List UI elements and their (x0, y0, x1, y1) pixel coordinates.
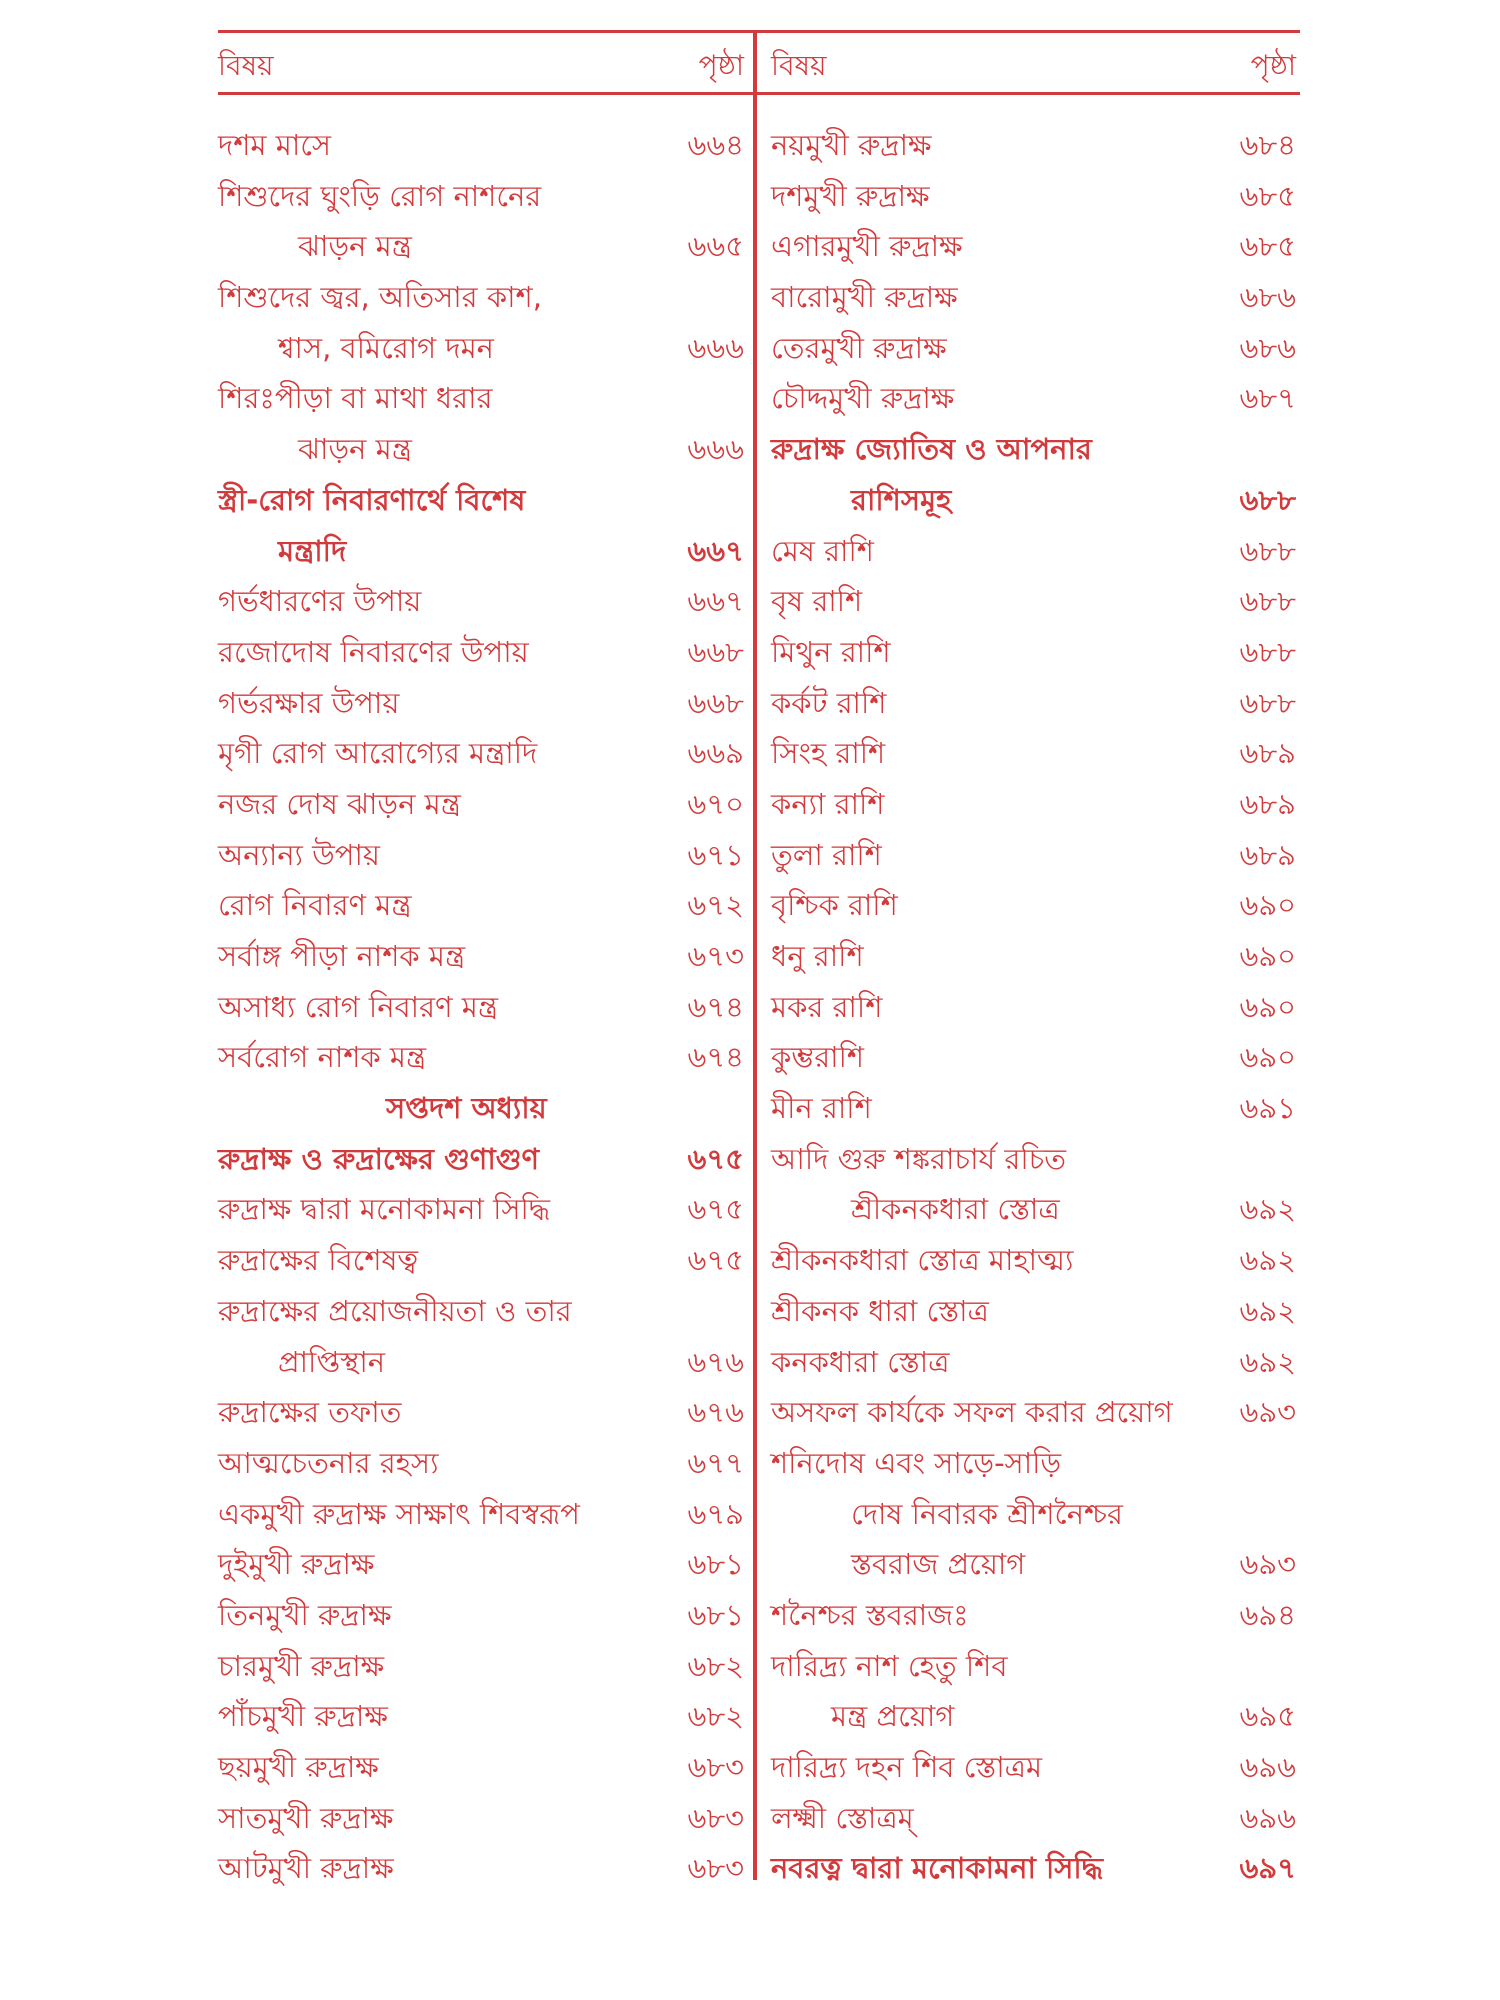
entry-title: সর্বাঙ্গ পীড়া নাশক মন্ত্র (218, 939, 466, 973)
entry-title: বৃশ্চিক রাশি (771, 888, 898, 923)
right-column-header (771, 44, 1300, 84)
entry-title: প্রাপ্তিস্থান (278, 1344, 386, 1379)
entry-page-number: ৬৮৪ (1239, 128, 1296, 162)
entry-title: কর্কট রাশি (771, 685, 887, 720)
entry-page-number: ৬৮২ (687, 1699, 744, 1734)
column-divider (753, 30, 757, 1880)
toc-entry (218, 931, 748, 982)
entry-page-number: ৬৭৭ (687, 1445, 744, 1480)
toc-entry (218, 1793, 748, 1844)
toc-entry (771, 171, 1300, 222)
entry-page-number: ৬৮২ (687, 1648, 744, 1683)
entry-page-number: ৬৯১ (1239, 1091, 1296, 1126)
toc-entry (218, 1083, 748, 1134)
entry-page-number: ৬৮৫ (1239, 178, 1296, 213)
toc-entry (218, 1286, 748, 1337)
toc-entry (771, 678, 1300, 729)
entry-title: চারমুখী রুদ্রাক্ষ (218, 1648, 385, 1683)
toc-entry (218, 120, 748, 171)
entry-page-number: ৬৯২ (1239, 1192, 1296, 1227)
entry-page-number: ৬৮৮ (1239, 584, 1296, 619)
entry-title: আদি গুরু শঙ্করাচার্য রচিত (771, 1141, 1067, 1176)
toc-entry (771, 475, 1300, 526)
entry-page-number: ৬৮৯ (1239, 837, 1296, 872)
toc-entry (771, 1843, 1300, 1894)
entry-page-number: ৬৮৫ (1239, 229, 1296, 264)
toc-entry (771, 1489, 1300, 1540)
left-entries (218, 120, 748, 1894)
entry-title: শ্রীকনকধারা স্তোত্র মাহাত্ম্য (771, 1243, 1074, 1278)
entry-title: ঝাড়ন মন্ত্র (298, 229, 412, 264)
toc-entry (218, 1032, 748, 1083)
entry-page-number: ৬৮৩ (687, 1800, 744, 1835)
toc-entry (771, 1641, 1300, 1692)
toc-entry (771, 323, 1300, 374)
toc-entry (771, 1083, 1300, 1134)
entry-page-number: ৬৬৮ (687, 685, 744, 720)
toc-entry (218, 576, 748, 627)
entry-title: সিংহ রাশি (771, 736, 886, 771)
entry-title: আটমুখী রুদ্রাক্ষ (218, 1851, 394, 1886)
toc-entry (218, 171, 748, 222)
entry-title: ছয়মুখী রুদ্রাক্ষ (218, 1750, 379, 1784)
toc-entry (771, 627, 1300, 678)
toc-entry (771, 830, 1300, 881)
entry-title: মীন রাশি (771, 1091, 872, 1126)
entry-title: রুদ্রাক্ষের তফাত (218, 1395, 402, 1430)
entry-page-number: ৬৮৩ (687, 1750, 744, 1784)
entry-title: স্তবরাজ প্রয়োগ (851, 1547, 1026, 1582)
entry-title: নয়মুখী রুদ্রাক্ষ (771, 128, 932, 162)
toc-page (218, 30, 1300, 1900)
toc-entry (218, 1590, 748, 1641)
header-rule (218, 92, 1300, 95)
entry-title: মেষ রাশি (771, 533, 874, 568)
entry-page-number: ৬৯২ (1239, 1344, 1296, 1379)
entry-title: শ্বাস, বমিরোগ দমন (278, 330, 494, 365)
toc-entry (218, 779, 748, 830)
entry-title: অসাধ্য রোগ নিবারণ মন্ত্র (218, 989, 499, 1024)
entry-page-number: ৬৬৯ (687, 736, 744, 771)
toc-entry (218, 1539, 748, 1590)
entry-title: এগারমুখী রুদ্রাক্ষ (771, 229, 963, 264)
toc-entry (771, 424, 1300, 475)
toc-entry (218, 424, 748, 475)
entry-title: রাশিসমূহ (851, 482, 952, 517)
entry-title: নবরত্ন দ্বারা মনোকামনা সিদ্ধি (771, 1851, 1103, 1886)
entry-page-number: ৬৯৪ (1239, 1597, 1296, 1632)
entry-title: অন্যান্য উপায় (218, 837, 380, 872)
subject-heading: বিষয় (771, 49, 827, 82)
entry-page-number: ৬৮৬ (1239, 330, 1296, 365)
toc-entry (771, 373, 1300, 424)
toc-entry (771, 1590, 1300, 1641)
entry-title: তুলা রাশি (771, 837, 882, 872)
entry-page-number: ৬৭৯ (687, 1496, 744, 1531)
entry-page-number: ৬৮৮ (1239, 685, 1296, 720)
entry-page-number: ৬৭৬ (687, 1344, 744, 1379)
entry-title: কন্যা রাশি (771, 786, 885, 821)
toc-entry (218, 475, 748, 526)
entry-title: নজর দোষ ঝাড়ন মন্ত্র (218, 786, 461, 821)
entry-page-number: ৬৮৯ (1239, 736, 1296, 771)
toc-entry (218, 272, 748, 323)
entry-page-number: ৬৮১ (687, 1547, 744, 1582)
toc-entry (218, 373, 748, 424)
toc-entry (218, 982, 748, 1033)
entry-title: অসফল কার্যকে সফল করার প্রয়োগ (771, 1395, 1173, 1430)
entry-title: মিথুন রাশি (771, 634, 891, 669)
toc-entry (771, 1539, 1300, 1590)
entry-page-number: ৬৭১ (687, 837, 744, 872)
entry-title: পাঁচমুখী রুদ্রাক্ষ (218, 1699, 388, 1734)
entry-title: রোগ নিবারণ মন্ত্র (218, 888, 412, 923)
entry-title: মকর রাশি (771, 989, 883, 1024)
toc-entry (771, 880, 1300, 931)
entry-title: তেরমুখী রুদ্রাক্ষ (771, 330, 947, 365)
entry-title: চৌদ্দমুখী রুদ্রাক্ষ (771, 381, 955, 416)
toc-entry (771, 576, 1300, 627)
entry-page-number: ৬৯০ (1239, 1040, 1296, 1075)
toc-entry (218, 1235, 748, 1286)
entry-title: কুম্ভরাশি (771, 1040, 865, 1075)
entry-page-number: ৬৮৭ (1239, 381, 1296, 416)
entry-page-number: ৬৭৫ (687, 1141, 744, 1176)
entry-page-number: ৬৮১ (687, 1597, 744, 1632)
toc-entry (218, 830, 748, 881)
toc-entry (218, 1489, 748, 1540)
entry-page-number: ৬৯৩ (1239, 1547, 1296, 1582)
entry-title: দশমুখী রুদ্রাক্ষ (771, 178, 930, 213)
entry-title: রুদ্রাক্ষ জ্যোতিষ ও আপনার (771, 432, 1092, 467)
toc-entry (771, 1184, 1300, 1235)
toc-entry (771, 526, 1300, 577)
entry-title: শনৈশ্চর স্তবরাজঃ (771, 1597, 969, 1632)
toc-entry (771, 221, 1300, 272)
top-rule (218, 30, 1300, 33)
toc-entry (218, 1387, 748, 1438)
entry-page-number: ৬৮৮ (1239, 533, 1296, 568)
toc-entry (218, 526, 748, 577)
toc-entry (218, 1438, 748, 1489)
toc-entry (771, 1438, 1300, 1489)
entry-title: রুদ্রাক্ষ ও রুদ্রাক্ষের গুণাগুণ (218, 1141, 540, 1176)
entry-page-number: ৬৭৩ (687, 939, 744, 973)
toc-entry (218, 880, 748, 931)
entry-title: দোষ নিবারক শ্রীশনৈশ্চর (851, 1496, 1124, 1531)
entry-title: সাতমুখী রুদ্রাক্ষ (218, 1800, 394, 1835)
entry-title: শিরঃপীড়া বা মাথা ধরার (218, 381, 493, 416)
toc-entry (771, 931, 1300, 982)
entry-page-number: ৬৯৬ (1239, 1800, 1296, 1835)
toc-entry (771, 728, 1300, 779)
page-heading: পৃষ্ঠা (1250, 49, 1296, 82)
entry-title: শনিদোষ এবং সাড়ে-সাড়ি (771, 1445, 1062, 1480)
entry-title: গর্ভরক্ষার উপায় (218, 685, 400, 720)
entry-page-number: ৬৯৫ (1239, 1699, 1296, 1734)
toc-entry (218, 1337, 748, 1388)
toc-entry (771, 120, 1300, 171)
entry-title: বৃষ রাশি (771, 584, 863, 619)
entry-title: মন্ত্র প্রয়োগ (831, 1699, 955, 1734)
toc-entry (218, 627, 748, 678)
toc-entry (771, 1235, 1300, 1286)
entry-page-number: ৬৮৯ (1239, 786, 1296, 821)
toc-entry (218, 323, 748, 374)
entry-page-number: ৬৬৭ (687, 533, 744, 568)
toc-entry (771, 1286, 1300, 1337)
toc-entry (218, 728, 748, 779)
toc-entry (771, 982, 1300, 1033)
entry-page-number: ৬৭৫ (687, 1243, 744, 1278)
entry-page-number: ৬৯৭ (1239, 1851, 1296, 1886)
entry-page-number: ৬৬৭ (687, 584, 744, 619)
entry-title: রজোদোষ নিবারণের উপায় (218, 634, 529, 669)
toc-entry (218, 1691, 748, 1742)
entry-page-number: ৬৯২ (1239, 1243, 1296, 1278)
entry-page-number: ৬৯০ (1239, 888, 1296, 923)
entry-title: সর্বরোগ নাশক মন্ত্র (218, 1040, 427, 1075)
subject-heading: বিষয় (218, 49, 274, 82)
entry-page-number: ৬৮৮ (1239, 634, 1296, 669)
entry-page-number: ৬৯০ (1239, 939, 1296, 973)
entry-title: সপ্তদশ অধ্যায় (386, 1091, 547, 1126)
entry-title: শিশুদের ঘুংড়ি রোগ নাশনের (218, 178, 542, 213)
entry-page-number: ৬৭৫ (687, 1192, 744, 1227)
entry-title: মন্ত্রাদি (278, 533, 347, 568)
toc-entry (218, 1641, 748, 1692)
toc-entry (218, 1184, 748, 1235)
entry-title: রুদ্রাক্ষের বিশেষত্ব (218, 1243, 419, 1278)
entry-page-number: ৬৯৩ (1239, 1395, 1296, 1430)
entry-title: লক্ষ্মী স্তোত্রম্ (771, 1800, 914, 1835)
entry-page-number: ৬৬৪ (687, 128, 744, 162)
toc-entry (771, 1134, 1300, 1185)
left-column-header (218, 44, 748, 84)
entry-page-number: ৬৮৩ (687, 1851, 744, 1886)
entry-title: স্ত্রী-রোগ নিবারণার্থে বিশেষ (218, 482, 526, 517)
entry-page-number: ৬৭৪ (687, 989, 744, 1024)
entry-page-number: ৬৯৬ (1239, 1750, 1296, 1784)
entry-page-number: ৬৮৬ (1239, 280, 1296, 315)
entry-page-number: ৬৯০ (1239, 989, 1296, 1024)
entry-title: দারিদ্র্য দহন শিব স্তোত্রম (771, 1750, 1043, 1784)
entry-page-number: ৬৬৫ (687, 229, 744, 264)
entry-page-number: ৬৬৬ (687, 432, 744, 467)
entry-page-number: ৬৮৮ (1239, 482, 1296, 517)
toc-entry (771, 1337, 1300, 1388)
entry-page-number: ৬৭৪ (687, 1040, 744, 1075)
toc-entry (218, 221, 748, 272)
toc-entry (771, 779, 1300, 830)
toc-entry (771, 272, 1300, 323)
entry-title: একমুখী রুদ্রাক্ষ সাক্ষাৎ শিবস্বরূপ (218, 1496, 580, 1531)
toc-entry (771, 1742, 1300, 1793)
entry-title: তিনমুখী রুদ্রাক্ষ (218, 1597, 392, 1632)
entry-title: ধনু রাশি (771, 939, 864, 973)
entry-title: আত্মচেতনার রহস্য (218, 1445, 439, 1480)
page-heading: পৃষ্ঠা (698, 49, 744, 82)
entry-page-number: ৬৭০ (687, 786, 744, 821)
toc-entry (771, 1691, 1300, 1742)
entry-title: শ্রীকনকধারা স্তোত্র (851, 1192, 1060, 1227)
entry-title: গর্ভধারণের উপায় (218, 584, 422, 619)
toc-entry (218, 1742, 748, 1793)
entry-page-number: ৬৭৬ (687, 1395, 744, 1430)
entry-title: দারিদ্র্য নাশ হেতু শিব (771, 1648, 1008, 1683)
entry-title: ঝাড়ন মন্ত্র (298, 432, 412, 467)
entry-page-number: ৬৯২ (1239, 1293, 1296, 1328)
toc-entry (218, 1843, 748, 1894)
entry-page-number: ৬৬৬ (687, 330, 744, 365)
entry-page-number: ৬৭২ (687, 888, 744, 923)
entry-title: রুদ্রাক্ষের প্রয়োজনীয়তা ও তার (218, 1293, 572, 1328)
toc-entry (771, 1032, 1300, 1083)
toc-entry (218, 1134, 748, 1185)
entry-title: বারোমুখী রুদ্রাক্ষ (771, 280, 958, 315)
entry-title: কনকধারা স্তোত্র (771, 1344, 950, 1379)
entry-title: রুদ্রাক্ষ দ্বারা মনোকামনা সিদ্ধি (218, 1192, 551, 1227)
entry-title: দুইমুখী রুদ্রাক্ষ (218, 1547, 375, 1582)
right-entries (771, 120, 1300, 1894)
toc-entry (771, 1387, 1300, 1438)
entry-title: মৃগী রোগ আরোগ্যের মন্ত্রাদি (218, 736, 538, 771)
entry-title: শ্রীকনক ধারা স্তোত্র (771, 1293, 989, 1328)
toc-entry (771, 1793, 1300, 1844)
entry-title: শিশুদের জ্বর, অতিসার কাশ, (218, 280, 542, 315)
entry-title: দশম মাসে (218, 128, 332, 162)
toc-entry (218, 678, 748, 729)
entry-page-number: ৬৬৮ (687, 634, 744, 669)
